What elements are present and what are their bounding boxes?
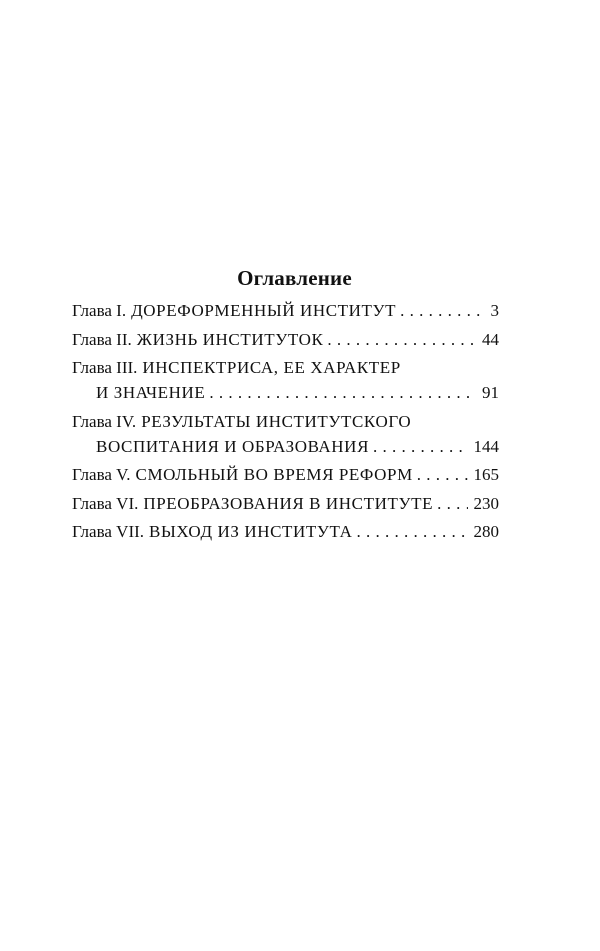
toc-title: Оглавление — [237, 266, 352, 290]
chapter-title: ЖИЗНЬ ИНСТИТУТОК — [136, 329, 324, 349]
chapter-number: Глава III. — [72, 358, 138, 377]
toc-entry-chapter-2[interactable] — [72, 327, 499, 352]
page-number: 230 — [473, 493, 499, 513]
toc-entry-line — [72, 519, 499, 544]
chapter-title: ПРЕОБРАЗОВАНИЯ В ИНСТИТУТЕ — [143, 493, 434, 513]
toc-entry-line — [72, 409, 499, 434]
chapter-title: СМОЛЬНЫЙ ВО ВРЕМЯ РЕФОРМ — [135, 465, 413, 484]
chapter-title: РЕЗУЛЬТАТЫ ИНСТИТУТСКОГО — [141, 411, 412, 431]
toc-entry-line-continued — [72, 434, 499, 459]
page-number: 165 — [473, 465, 499, 484]
dot-leader — [373, 434, 467, 459]
chapter-title: ВЫХОД ИЗ ИНСТИТУТА — [149, 522, 353, 541]
chapter-number: Глава VI. — [72, 493, 139, 513]
chapter-number: Глава V. — [72, 465, 131, 484]
chapter-number: Глава I. — [72, 301, 127, 320]
dot-leader — [400, 298, 484, 323]
dot-leader — [357, 519, 468, 544]
page-number: 3 — [490, 301, 499, 320]
toc-entry-line — [72, 355, 499, 380]
table-of-contents — [72, 258, 499, 548]
page-number: 44 — [482, 329, 499, 349]
toc-entry-chapter-3[interactable] — [72, 355, 499, 405]
chapter-title-continued: И ЗНАЧЕНИЕ — [96, 383, 206, 402]
dot-leader — [327, 327, 476, 352]
chapter-number: Глава II. — [72, 329, 132, 349]
toc-entry-line-continued — [72, 380, 499, 405]
chapter-title: ДОРЕФОРМЕННЫЙ ИНСТИТУТ — [131, 301, 397, 320]
page-number: 144 — [473, 436, 499, 456]
toc-entry-chapter-6[interactable] — [72, 491, 499, 516]
toc-entry-line — [72, 462, 499, 487]
toc-entry-line — [72, 491, 499, 516]
toc-entry-chapter-7[interactable] — [72, 519, 499, 544]
chapter-title: ИНСПЕКТРИСА, ЕЕ ХАРАКТЕР — [142, 358, 401, 377]
toc-entry-line — [72, 327, 499, 352]
dot-leader — [437, 491, 467, 516]
dot-leader — [209, 380, 476, 405]
chapter-number: Глава VII. — [72, 522, 145, 541]
page-number: 91 — [482, 383, 499, 402]
toc-entries — [72, 298, 499, 544]
dot-leader — [417, 462, 468, 487]
toc-entry-chapter-4[interactable] — [72, 409, 499, 459]
chapter-title-continued: ВОСПИТАНИЯ И ОБРАЗОВАНИЯ — [96, 436, 370, 456]
page-number: 280 — [473, 522, 499, 541]
toc-entry-chapter-1[interactable] — [72, 298, 499, 323]
chapter-number: Глава IV. — [72, 411, 137, 431]
toc-entry-line — [72, 298, 499, 323]
toc-entry-chapter-5[interactable] — [72, 462, 499, 487]
